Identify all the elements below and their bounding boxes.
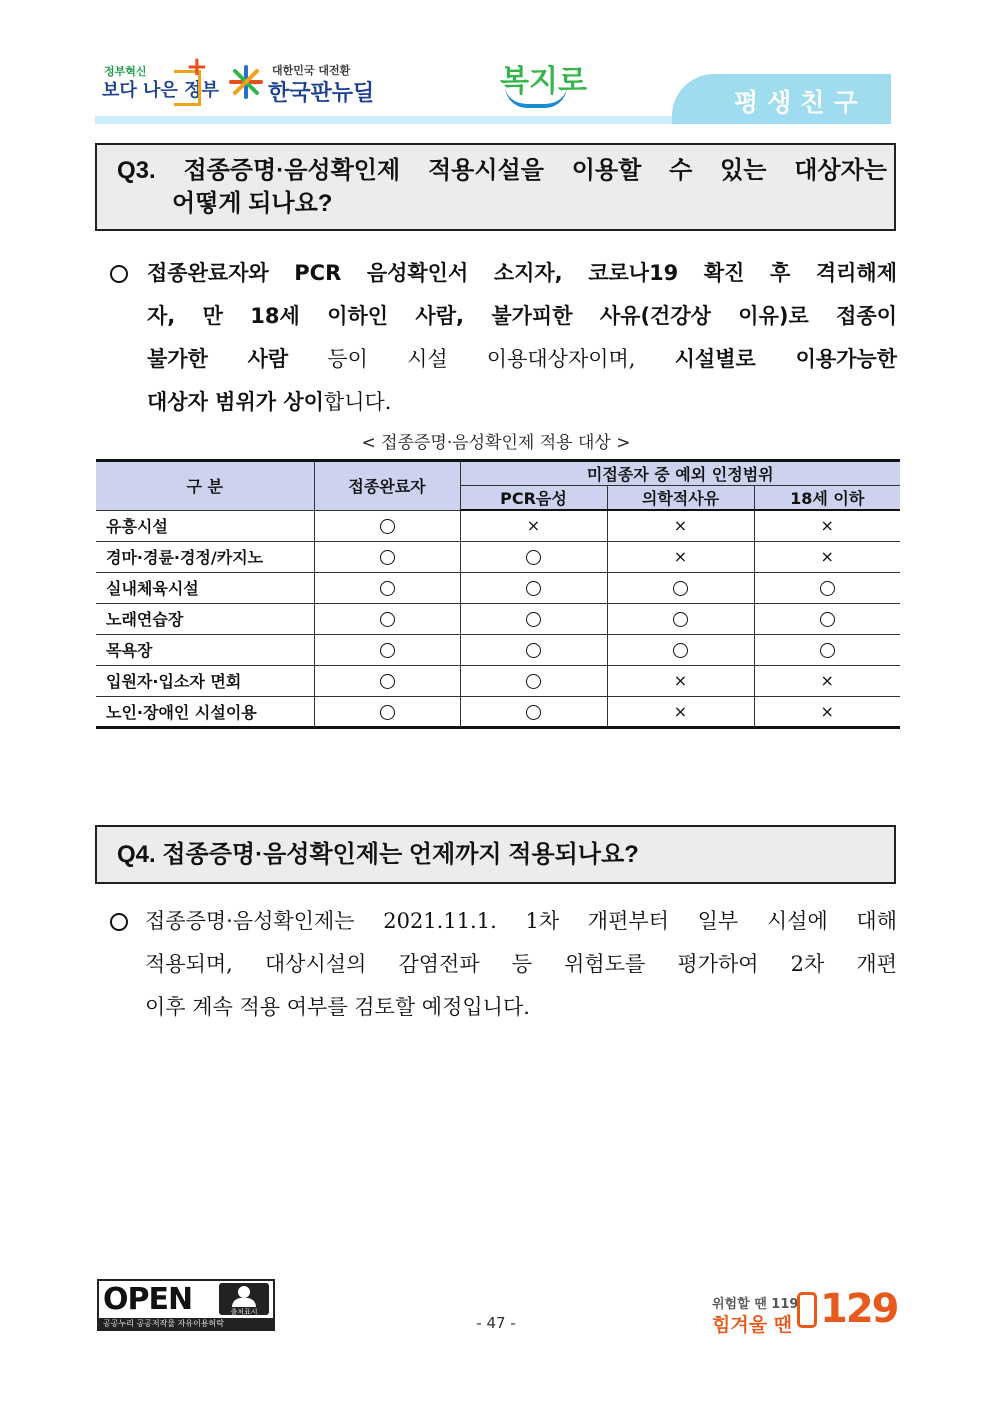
hotline-caption: 위험할 땐 119	[712, 1297, 799, 1312]
row-cell	[314, 696, 460, 727]
row-cell	[754, 572, 900, 603]
q4-answer-line3: 이후 계속 적용 여부를 검토할 예정입니다.	[145, 995, 530, 1019]
allowed-circle-icon	[820, 581, 835, 596]
header-tab-label: 평생친구	[734, 88, 867, 117]
allowed-circle-icon	[380, 581, 395, 596]
allowed-circle-icon	[526, 550, 541, 565]
logo-govt-innovation: 보다 나은 정부	[102, 80, 219, 101]
row-facility-name: 경마·경륜·경정/카지노	[96, 541, 314, 572]
q3-title-line2: 어떻게 되나요?	[172, 190, 333, 217]
attribution-badge-label: 출처표시	[230, 1308, 258, 1316]
header-category: 구 분	[96, 461, 314, 511]
not-allowed-x-icon: ×	[820, 671, 834, 690]
row-cell	[314, 603, 460, 634]
table-row	[96, 572, 900, 603]
q3-answer-line4	[147, 381, 897, 424]
q3-answer-line1: 접종완료자와 PCR 음성확인서 소지자, 코로나19 확진 후 격리해제	[147, 261, 897, 285]
bullet-circle-icon	[110, 913, 128, 931]
logo-newdeal: 한국판뉴딜	[268, 81, 375, 106]
row-cell	[460, 665, 607, 696]
not-allowed-x-icon: ×	[673, 547, 688, 566]
row-cell	[607, 634, 754, 665]
row-cell	[754, 634, 900, 665]
header-pcr: PCR음성	[460, 486, 607, 511]
kogl-open-word: OPEN	[103, 1282, 193, 1317]
row-cell	[754, 665, 900, 696]
q3-answer-line2: 자, 만 18세 이하인 사람, 불가피한 사유(건강상 이유)로 접종이	[147, 304, 897, 328]
q3-answer-line4-plain: 합니다.	[323, 390, 392, 414]
row-cell	[754, 603, 900, 634]
allowed-circle-icon	[673, 612, 688, 627]
hotline-number: 129	[820, 1286, 898, 1332]
row-cell	[460, 634, 607, 665]
row-cell	[314, 634, 460, 665]
page-number: - 47 -	[476, 1314, 516, 1332]
row-cell	[754, 696, 900, 727]
row-cell	[460, 696, 607, 727]
table-row	[96, 603, 900, 634]
row-cell	[314, 541, 460, 572]
logo-newdeal-small: 대한민국 대전환	[272, 64, 351, 77]
row-cell	[607, 696, 754, 727]
q3-title-line1: Q3. 접종증명·음성확인제 적용시설을 이용할 수 있는 대상자는	[117, 157, 887, 184]
logo-bokjiro-smile	[505, 86, 567, 108]
row-cell	[607, 665, 754, 696]
not-allowed-x-icon: ×	[820, 701, 834, 721]
allowed-circle-icon	[526, 643, 541, 658]
attribution-person-icon	[219, 1283, 269, 1315]
hotline-slogan: 힘겨울 땐	[712, 1314, 793, 1336]
not-allowed-x-icon: ×	[820, 516, 834, 536]
q3-answer-line3-bold2: 시설별로 이용가능한	[674, 347, 897, 371]
not-allowed-x-icon: ×	[526, 516, 541, 536]
q4-question-box	[95, 825, 896, 884]
row-cell	[460, 603, 607, 634]
row-facility-name: 입원자·입소자 면회	[96, 665, 314, 696]
allowed-circle-icon	[380, 550, 395, 565]
header-vaccinated: 접종완료자	[314, 461, 460, 511]
table-caption: < 접종증명·음성확인제 적용 대상 >	[361, 433, 631, 453]
allowed-circle-icon	[380, 519, 395, 534]
allowed-circle-icon	[526, 612, 541, 627]
allowed-circle-icon	[526, 581, 541, 596]
kogl-caption: 공공누리 공공저작물 자유이용허락	[103, 1319, 225, 1328]
not-allowed-x-icon: ×	[673, 516, 688, 536]
row-facility-name: 실내체육시설	[96, 572, 314, 603]
row-cell	[607, 510, 754, 541]
row-cell	[607, 572, 754, 603]
q3-answer-line3-plain: 등이 시설 이용대상자이며,	[288, 347, 675, 371]
table-row	[96, 541, 900, 572]
header-under18: 18세 이하	[754, 486, 900, 511]
allowed-circle-icon	[820, 643, 835, 658]
allowed-circle-icon	[380, 705, 395, 720]
row-cell	[607, 541, 754, 572]
header-tab	[672, 74, 891, 124]
row-cell	[754, 510, 900, 541]
q4-answer	[145, 900, 897, 1029]
q4-answer-line2: 적용되며, 대상시설의 감염전파 등 위험도를 평가하여 2차 개편	[145, 952, 897, 976]
table-body	[96, 510, 900, 727]
table-row	[96, 634, 900, 665]
eligibility-table	[96, 459, 900, 729]
q3-answer-line4-bold: 대상자 범위가 상이	[147, 390, 324, 414]
table-row	[96, 696, 900, 727]
row-cell	[314, 510, 460, 541]
q3-answer-line3-bold: 불가한 사람	[147, 347, 289, 371]
row-facility-name: 노래연습장	[96, 603, 314, 634]
allowed-circle-icon	[526, 674, 541, 689]
q4-answer-line1: 접종증명·음성확인제는 2021.11.1. 1차 개편부터 일부 시설에 대해	[145, 909, 897, 933]
header-exception-group: 미접종자 중 예외 인정범위	[460, 461, 900, 486]
allowed-circle-icon	[380, 643, 395, 658]
row-cell	[460, 541, 607, 572]
phone-icon	[797, 1292, 817, 1328]
allowed-circle-icon	[380, 674, 395, 689]
table-row	[96, 665, 900, 696]
header-medical: 의학적사유	[607, 486, 754, 511]
row-facility-name: 목욕장	[96, 634, 314, 665]
table-row	[96, 510, 900, 541]
bullet-circle-icon	[110, 265, 128, 283]
allowed-circle-icon	[526, 705, 541, 720]
q3-answer-line3	[147, 338, 897, 381]
logo-govt-innovation-small: 정부혁신	[104, 65, 147, 78]
allowed-circle-icon	[673, 581, 688, 596]
q3-question-box	[95, 143, 896, 231]
not-allowed-x-icon: ×	[673, 701, 688, 721]
not-allowed-x-icon: ×	[673, 671, 688, 690]
plus-icon: +	[186, 52, 208, 82]
row-cell	[607, 603, 754, 634]
table-header-row	[96, 461, 900, 486]
q4-title: Q4. 접종증명·음성확인제는 언제까지 적용되나요?	[117, 841, 639, 868]
row-cell	[754, 541, 900, 572]
row-cell	[460, 510, 607, 541]
logo-bokjiro: 복지로	[500, 64, 587, 99]
row-facility-name: 노인·장애인 시설이용	[96, 696, 314, 727]
not-allowed-x-icon: ×	[820, 547, 834, 566]
q3-answer	[147, 252, 897, 424]
row-facility-name: 유흥시설	[96, 510, 314, 541]
allowed-circle-icon	[820, 612, 835, 627]
row-cell	[314, 572, 460, 603]
newdeal-star-icon	[228, 64, 264, 100]
row-cell	[314, 665, 460, 696]
allowed-circle-icon	[380, 612, 395, 627]
allowed-circle-icon	[673, 643, 688, 658]
row-cell	[460, 572, 607, 603]
